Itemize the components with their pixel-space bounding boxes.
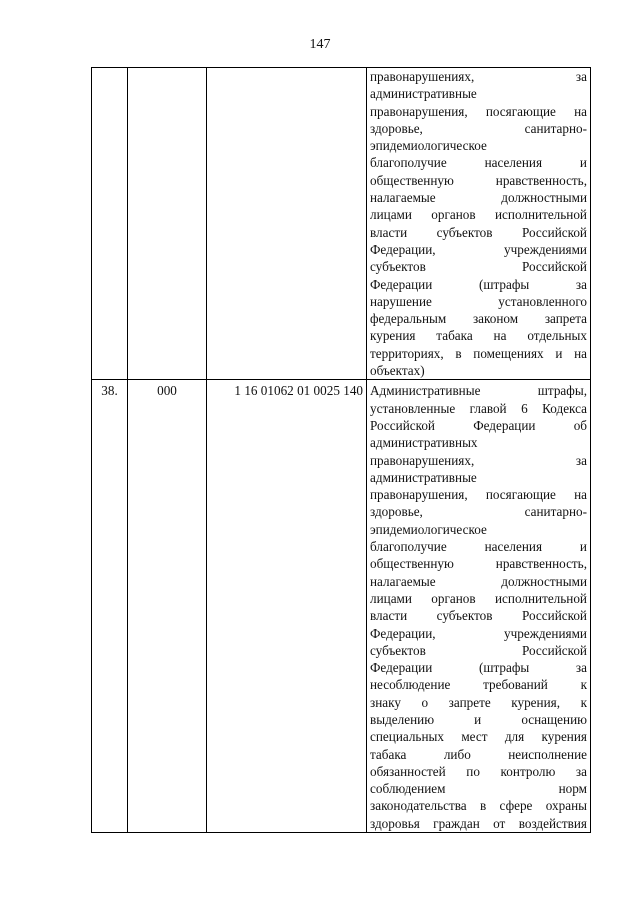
description-line: власти субъектов Российской (370, 224, 587, 240)
description-line: несоблюдение требований к (370, 677, 587, 693)
description-line: административных (370, 435, 478, 451)
description-line: административные (370, 86, 477, 102)
description-line: выделению и оснащению (370, 711, 587, 727)
description-line: здоровье, санитарно- (370, 504, 587, 520)
description-line: специальных мест для курения (370, 729, 587, 745)
row-number-cell (92, 68, 128, 380)
description-line: здоровья граждан от воздействия (370, 815, 587, 831)
description-line: территориях, в помещениях и на (370, 345, 587, 361)
description-line: федеральным законом запрета (370, 311, 587, 327)
description-line: субъектов Российской (370, 642, 587, 658)
description-line: эпидемиологическое (370, 138, 487, 154)
description-line: обязанностей по контролю за (370, 763, 587, 779)
table-row (92, 68, 591, 380)
description-line: административные (370, 469, 477, 485)
description-line: благополучие населения и (370, 155, 587, 171)
description-line: здоровье, санитарно- (370, 120, 587, 136)
admin-code-cell (128, 68, 207, 380)
description-line: власти субъектов Российской (370, 608, 587, 624)
table-row (92, 380, 591, 833)
description-line: табака либо неисполнение (370, 746, 587, 762)
description-line: правонарушения, посягающие на (370, 103, 587, 119)
description-line: Российской Федерации об (370, 417, 587, 433)
description-line: эпидемиологическое (370, 521, 487, 537)
description-cell (367, 68, 591, 380)
description-line: соблюдением норм (370, 781, 587, 797)
description-line: правонарушения, посягающие на (370, 487, 587, 503)
description-line: курения табака на отдельных (370, 328, 587, 344)
description-line: общественную нравственность, (370, 556, 587, 572)
admin-code-cell: 000 (128, 380, 207, 833)
budget-code-table (91, 67, 591, 833)
description-line: Федерации (штрафы за (370, 660, 587, 676)
description-line: Федерации, учреждениями (370, 241, 587, 257)
description-line: благополучие населения и (370, 539, 587, 555)
description-cell (367, 380, 591, 833)
row-number-cell: 38. (92, 380, 128, 833)
description-line: субъектов Российской (370, 259, 587, 275)
description-line: установленные главой 6 Кодекса (370, 400, 587, 416)
description-line: правонарушениях, за (370, 69, 587, 84)
description-line: лицами органов исполнительной (370, 207, 587, 223)
budget-code-cell (207, 68, 367, 380)
description-line: нарушение установленного (370, 293, 587, 309)
description-line: знаку о запрете курения, к (370, 694, 587, 710)
description-line: объектах) (370, 363, 425, 379)
page-number: 147 (309, 37, 331, 52)
description-line: Федерации, учреждениями (370, 625, 587, 641)
budget-code-cell: 1 16 01062 01 0025 140 (207, 380, 367, 833)
description-line: лицами органов исполнительной (370, 590, 587, 606)
description-line: налагаемые должностными (370, 573, 587, 589)
description-line: Административные штрафы, (370, 383, 587, 399)
description-line: законодательства в сфере охраны (370, 798, 587, 814)
description-line: общественную нравственность, (370, 172, 587, 188)
description-line: налагаемые должностными (370, 190, 587, 206)
description-line: Федерации (штрафы за (370, 276, 587, 292)
description-line: правонарушениях, за (370, 452, 587, 468)
